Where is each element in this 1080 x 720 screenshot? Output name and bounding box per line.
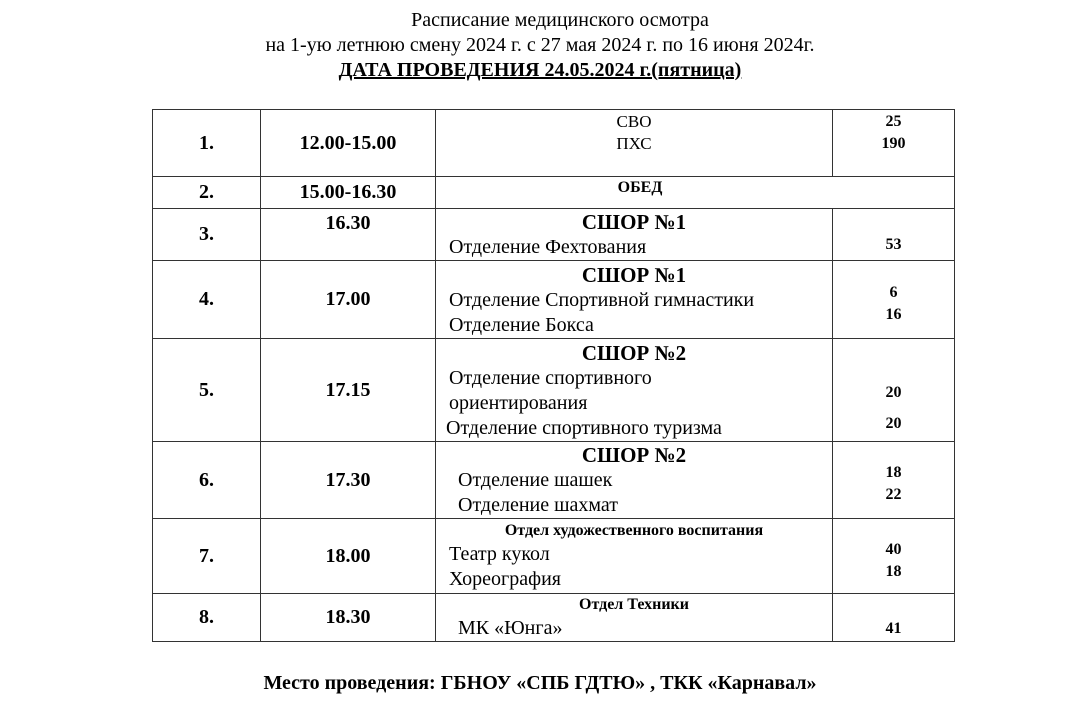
row-time: 18.30: [261, 594, 436, 642]
department-name: Отделение Спортивной гимнастики: [449, 288, 755, 311]
row-time: 16.30: [261, 209, 436, 261]
row-number: 4.: [153, 261, 261, 339]
row-count: [833, 339, 955, 442]
count-value: 20: [885, 384, 902, 401]
row-count: [833, 519, 955, 594]
count-value: 25: [885, 113, 902, 130]
department-name: Отделение Фехтования: [449, 236, 647, 258]
row-time: 17.00: [261, 261, 436, 339]
organization-name: Отдел Техники: [579, 596, 689, 613]
count-value: 41: [885, 620, 902, 637]
row-number: 2.: [153, 177, 261, 209]
row-description: [436, 339, 833, 442]
row-description: [436, 519, 833, 594]
department-name: МК «Юнга»: [458, 617, 563, 639]
department-name: Отделение спортивного туризма: [446, 416, 722, 439]
venue-footer: Место проведения: ГБНОУ «СПБ ГДТЮ» , ТКК «Карнавал»: [263, 672, 817, 694]
document-header: [0, 8, 1080, 83]
department-name: Отделение Бокса: [449, 313, 594, 336]
organization-name: Отдел художественного воспитания: [504, 522, 764, 539]
organization-name: СШОР №1: [581, 262, 687, 287]
department-name: ориентирования: [449, 391, 588, 414]
count-value: 18: [885, 464, 902, 481]
row-count: [833, 209, 955, 261]
count-value: 20: [885, 415, 902, 432]
row-number: 8.: [153, 594, 261, 642]
table-row: [153, 594, 955, 642]
row-number: 5.: [153, 339, 261, 442]
table-row: [153, 261, 955, 339]
department-name: Хореография: [449, 568, 562, 590]
row-description: [436, 442, 833, 519]
department-name: Театр кукол: [449, 543, 550, 565]
row-count: [833, 110, 955, 177]
row-number: 6.: [153, 442, 261, 519]
title-line-2: на 1-ую летнюю смену 2024 г. с 27 мая 2024 г. по 16 июня 2024г.: [265, 34, 815, 56]
table-row: [153, 177, 955, 209]
table-row: [153, 519, 955, 594]
organization-name: СШОР №2: [581, 340, 687, 365]
group-name: ПХС: [616, 134, 652, 153]
department-name: Отделение спортивного: [449, 366, 652, 389]
title-line-1: Расписание медицинского осмотра: [411, 9, 709, 31]
row-count: [833, 442, 955, 519]
department-name: Отделение шахмат: [458, 494, 619, 516]
count-value: 16: [885, 305, 902, 323]
count-value: 6: [889, 283, 898, 301]
schedule-table: [152, 109, 955, 642]
table-row: [153, 339, 955, 442]
row-time: 17.15: [261, 339, 436, 442]
group-name: СВО: [616, 112, 652, 131]
row-count: [833, 594, 955, 642]
row-time: 18.00: [261, 519, 436, 594]
row-description: [436, 209, 833, 261]
count-value: 40: [885, 541, 902, 558]
count-value: 18: [885, 563, 902, 580]
row-number: 1.: [153, 110, 261, 177]
count-value: 53: [885, 236, 902, 253]
table-row: [153, 442, 955, 519]
count-value: 22: [885, 486, 902, 503]
row-time: 12.00-15.00: [261, 110, 436, 177]
row-number: 7.: [153, 519, 261, 594]
row-number: 3.: [153, 209, 261, 261]
count-value: 190: [881, 135, 906, 152]
row-time: 15.00-16.30: [261, 177, 436, 209]
department-name: Отделение шашек: [458, 469, 613, 491]
row-description: [436, 261, 833, 339]
table-row: [153, 110, 955, 177]
row-description: [436, 110, 833, 177]
table-row: [153, 209, 955, 261]
row-time: 17.30: [261, 442, 436, 519]
row-description: [436, 594, 833, 642]
organization-name: СШОР №1: [581, 210, 687, 234]
row-count: [833, 261, 955, 339]
date-line: ДАТА ПРОВЕДЕНИЯ 24.05.2024 г.(пятница): [338, 59, 742, 81]
lunch-label: ОБЕД: [436, 177, 955, 209]
organization-name: СШОР №2: [581, 443, 687, 467]
